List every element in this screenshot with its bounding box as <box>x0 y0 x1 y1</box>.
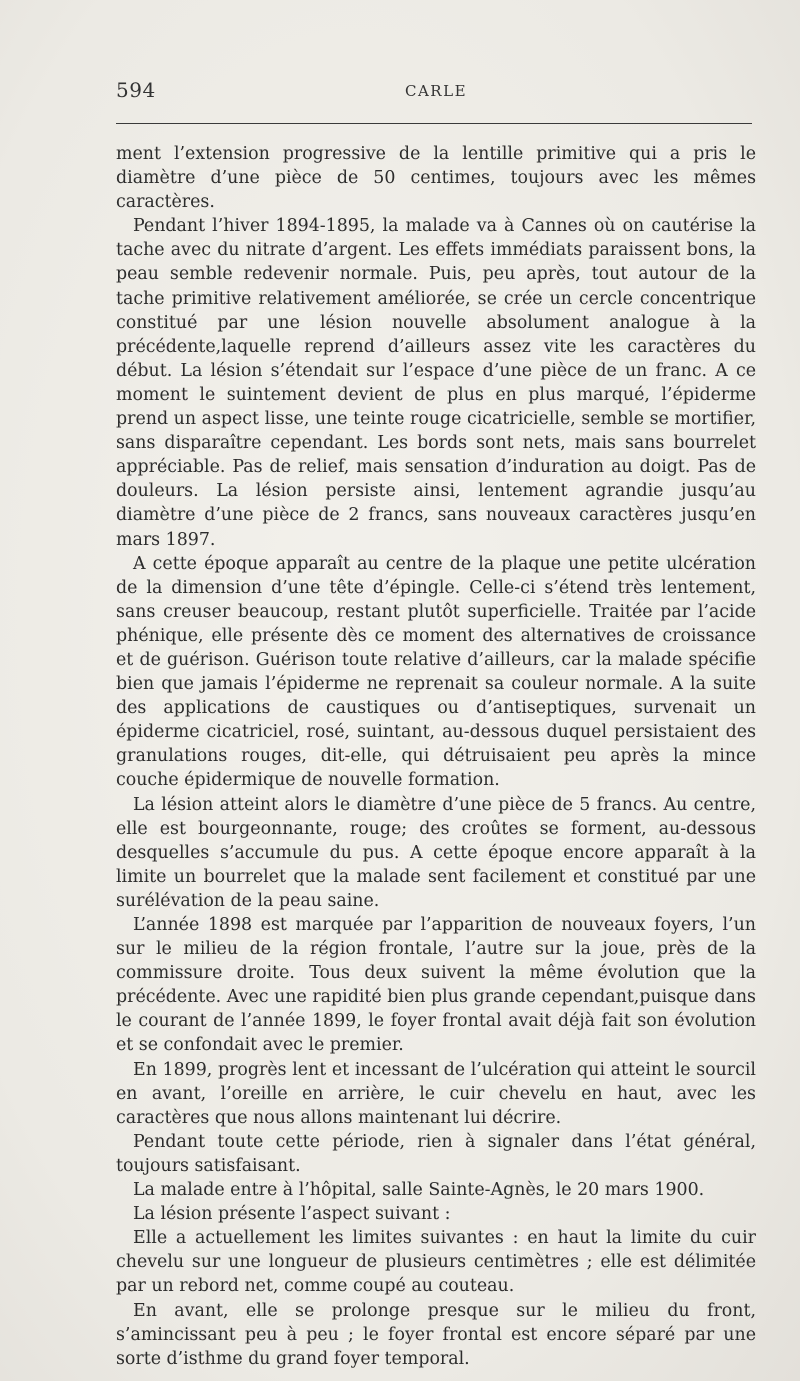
paragraph: Pendant toute cette période, rien à signaler dans l’état général, toujours satisfaisant. <box>116 1131 756 1176</box>
header-rule <box>116 123 752 124</box>
running-head: CARLE <box>405 82 468 100</box>
paragraph: ment l’extension progressive de la lentille primitive qui a pris le diamètre d’une pièce de 50 centimes, toujours avec les mêmes caractères. <box>116 144 756 213</box>
page-number: 594 <box>116 78 156 102</box>
paragraph: En 1899, progrès lent et incessant de l’ulcération qui atteint le sourcil en avant, l’oreille en arrière, le cuir chevelu en haut, avec les caractères que nous allons maintenant lui décrire. <box>116 1059 756 1128</box>
paragraph: L’année 1898 est marquée par l’apparition de nouveaux foyers, l’un sur le milieu de la région frontale, l’autre sur la joue, près de la commissure droite. Tous deux suivent la même évolution que la précédente. Avec une rapidité bien plus grande cependant,puisque dans le courant de l’année 1899, le foyer frontal avait déjà fait son évolution et se confondait avec le premier. <box>116 915 756 1056</box>
paragraph: En avant, elle se prolonge presque sur le milieu du front, s’amincissant peu à peu ; le foyer frontal est encore séparé par une sorte d’isthme du grand foyer temporal. <box>116 1300 756 1369</box>
paragraph: A cette époque apparaît au centre de la plaque une petite ulcération de la dimension d’une tête d’épingle. Celle-ci s’étend très lentement, sans creuser beaucoup, restant plutôt superficielle. Traitée par l’acide phénique, elle présente dès ce moment des alternatives de croissance et de guérison. Guérison toute relative d’ailleurs, car la malade spécifie bien que jamais l’épiderme ne reprenait sa couleur normale. A la suite des applications de caustiques ou d’antiseptiques, survenait un épiderme cicatriciel, rosé, suintant, au-dessous duquel persistaient des granulations rouges, dit-elle, qui détruisaient peu après la mince couche épidermique de nouvelle formation. <box>116 553 756 791</box>
paragraph: Pendant l’hiver 1894-1895, la malade va à Cannes où on cautérise la tache avec du nitrate d’argent. Les effets immédiats paraissent bons, la peau semble redevenir normale. Puis, peu après, tout autour de la tache primitive relativement améliorée, se crée un cercle concentrique constitué par une lésion nouvelle absolument analogue à la précédente,laquelle reprend d’ailleurs assez vite les caractères du début. La lésion s’étendait sur l’espace d’une pièce de un franc. A ce moment le suintement devient de plus en plus marqué, l’épiderme prend un aspect lisse, une teinte rouge cicatricielle, semble se mortifier, sans disparaître cependant. Les bords sont nets, mais sans bourrelet appréciable. Pas de relief, mais sensation d’induration au doigt. Pas de douleurs. La lésion persiste ainsi, lentement agrandie jusqu’au diamètre d’une pièce de 2 francs, sans nouveaux caractères jusqu’en mars 1897. <box>116 216 756 550</box>
paragraph: Elle a actuellement les limites suivantes : en haut la limite du cuir chevelu sur une longueur de plusieurs centimètres ; elle est délimitée par un rebord net, comme coupé au couteau. <box>116 1228 756 1297</box>
page-header <box>116 78 752 108</box>
body-text <box>116 142 756 1371</box>
paragraph: La lésion présente l’aspect suivant : <box>133 1204 451 1225</box>
paragraph: La malade entre à l’hôpital, salle Sainte-Agnès, le 20 mars 1900. <box>133 1180 705 1201</box>
paragraph: La lésion atteint alors le diamètre d’une pièce de 5 francs. Au centre, elle est bourgeonnante, rouge; des croûtes se forment, au-dessous desquelles s’accumule du pus. A cette époque encore apparaît à la limite un bourrelet que la malade sent facilement et constitué par une surélévation de la peau saine. <box>116 794 756 911</box>
